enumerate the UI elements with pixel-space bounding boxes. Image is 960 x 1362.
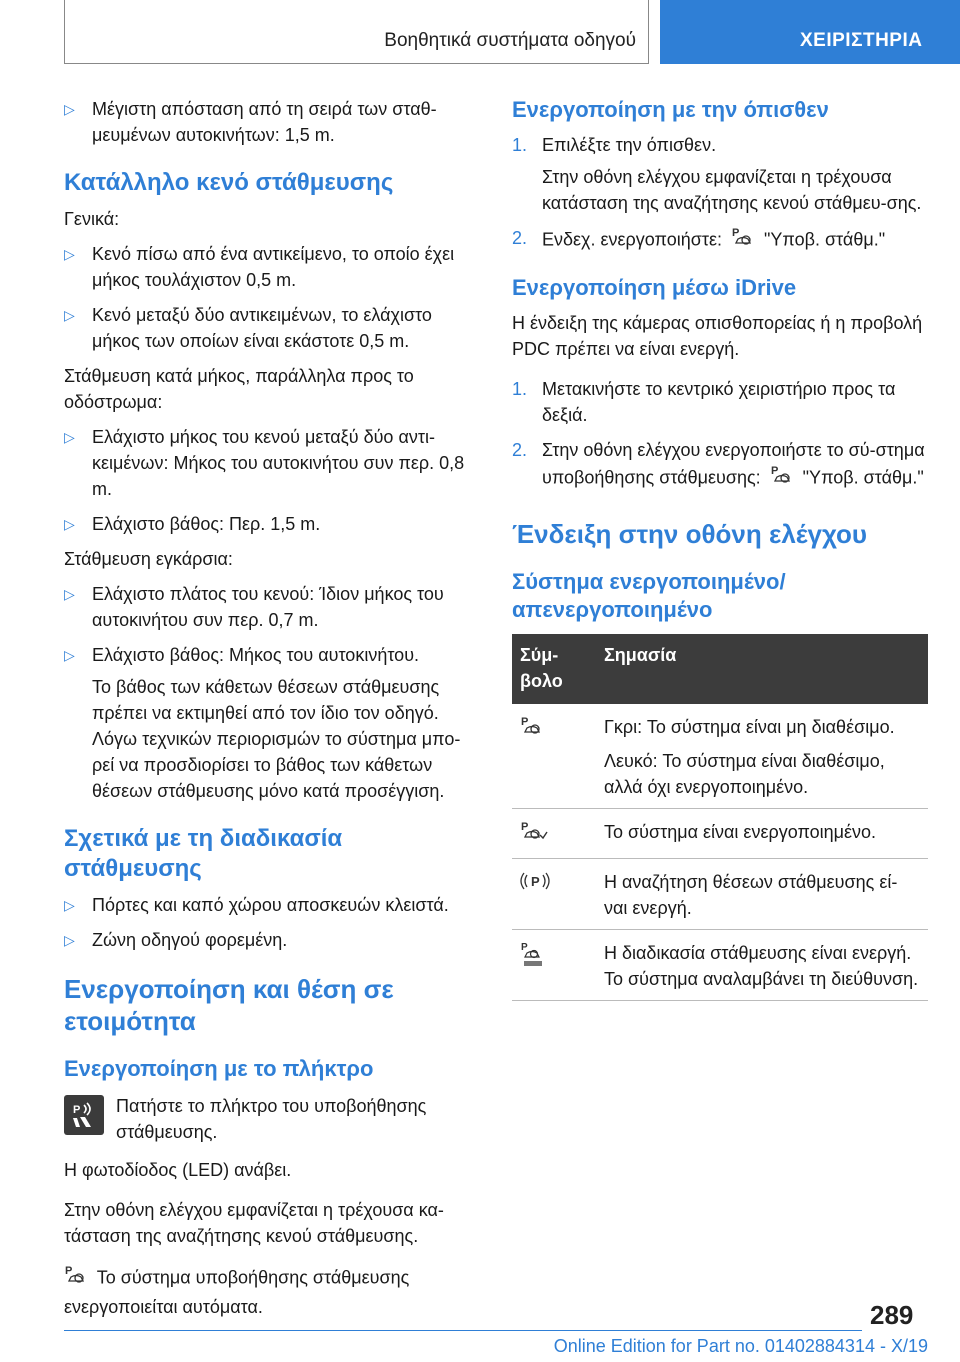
meaning-text: Η αναζήτηση θέσεων στάθμευσης εί‐ναι ενεργή. xyxy=(604,872,898,918)
step-text: Επιλέξτε την όπισθεν. xyxy=(542,135,717,155)
table-cell-meaning xyxy=(596,930,928,1001)
paragraph: Η φωτοδίοδος (LED) ανάβει. xyxy=(64,1160,292,1180)
bullet-item: ▷ Κενό πίσω από ένα αντικείμενο, το οποίο έχει μήκος τουλάχιστον 0,5 m. xyxy=(64,241,480,293)
table-header-symbol: Σύμ‐βολο xyxy=(512,634,596,704)
step-number: 2. xyxy=(512,228,528,248)
step-number: 1. xyxy=(512,135,528,155)
table-cell-meaning xyxy=(596,809,928,859)
heading-system-status: Σύστημα ενεργοποιημένο/ απενεργοποιημένο xyxy=(512,569,786,622)
bullet-item: ▷ Ελάχιστο πλάτος του κενού: Ίδιον μήκος του αυτοκινήτου συν περ. 0,7 m. xyxy=(64,581,480,633)
heading-activation-idrive: Ενεργοποίηση μέσω iDrive xyxy=(512,275,797,300)
step-continuation: Στην οθόνη ελέγχου εμφανίζεται η τρέχουσα κατάσταση της αναζήτησης κενού στάθμευ‐σης. xyxy=(542,167,922,213)
paragraph: Η ένδειξη της κάμερας οπισθοπορείας ή η προβολή PDC πρέπει να είναι ενεργή. xyxy=(512,313,923,359)
parking-auto-icon xyxy=(520,942,548,972)
step-item xyxy=(512,437,928,494)
step-item xyxy=(512,132,928,158)
step-text: Ενδεχ. ενεργοποιήστε: xyxy=(542,229,722,250)
step-text: Μετακινήστε το κεντρικό χειριστήριο προς τα δεξιά. xyxy=(542,379,896,425)
table-row xyxy=(512,930,928,1001)
svg-text:P: P xyxy=(521,716,529,728)
parking-assist-icon xyxy=(770,463,794,494)
table-cell-meaning xyxy=(596,859,928,930)
bullet-item: ▷ Ελάχιστο μήκος του κενού μεταξύ δύο αντι‐κειμένων: Μήκος του αυτοκινήτου συν περ. 0,8 m. xyxy=(64,424,480,502)
symbol-table xyxy=(512,634,928,1001)
bullet-item: ▷ Κενό μεταξύ δύο αντικειμένων, το ελάχιστο μήκος των οποίων είναι εκάστοτε 0,5 m. xyxy=(64,302,480,354)
left-column xyxy=(64,96,480,1329)
section-title: Βοηθητικά συστήματα οδηγού xyxy=(384,30,636,51)
bullet-item: ▷ Μέγιστη απόσταση από τη σειρά των σταθ‐μευμένων αυτοκινήτων: 1,5 m. xyxy=(64,96,480,148)
paragraph: Στάθμευση εγκάρσια: xyxy=(64,549,233,569)
edition-label: Online Edition for Part no. 01402884314 - X/19 xyxy=(553,1336,928,1356)
step-text: Στην οθόνη ελέγχου ενεργοποιήστε το σύ‐στημα υποβοήθησης στάθμευσης: xyxy=(542,440,925,488)
bullet-item: ▷ Πόρτες και καπό χώρου αποσκευών κλειστά. xyxy=(64,892,480,918)
svg-text:P: P xyxy=(770,465,778,477)
parking-assist-button-icon xyxy=(64,1095,104,1135)
chapter-tab: ΧΕΙΡΙΣΤΗΡΙΑ xyxy=(660,0,960,64)
table-cell-symbol xyxy=(512,859,596,930)
footer-edition xyxy=(64,1336,928,1357)
heading-activation-button: Ενεργοποίηση με το πλήκτρο xyxy=(64,1056,374,1081)
heading-suitable-space: Κατάλληλο κενό στάθμευσης xyxy=(64,169,394,196)
svg-text:P: P xyxy=(732,227,740,239)
heading-activation: Ενεργοποίηση και θέση σε ετοιμότητα xyxy=(64,974,394,1036)
step-item xyxy=(512,376,928,428)
table-cell-meaning xyxy=(596,704,928,809)
bullet-item: ▷ Ελάχιστο βάθος: Μήκος του αυτοκινήτου. xyxy=(64,642,480,668)
paragraph: Στην οθόνη ελέγχου εμφανίζεται η τρέχουσα κα‐τάσταση της αναζήτησης κενού στάθμευσης. xyxy=(64,1200,444,1246)
table-row xyxy=(512,809,928,859)
table-row xyxy=(512,859,928,930)
parking-assist-active-icon xyxy=(520,821,548,847)
auto-activation-label: Το σύστημα υποβοήθησης στάθμευσης ενεργοποιείται αυτόματα. xyxy=(64,1267,410,1317)
heading-activation-reverse: Ενεργοποίηση με την όπισθεν xyxy=(512,97,829,122)
table-cell-symbol xyxy=(512,704,596,809)
svg-text:P: P xyxy=(65,1265,73,1277)
bullet-continuation: Το βάθος των κάθετων θέσεων στάθμευσης πρέπει να εκτιμηθεί από τον ίδιο τον οδηγό. Λόγω τεχνικών περιορισμών το σύστημα μπο‐ρεί να προσδιορίσει το βάθος των κάθετων θέσεων στάθμευσης μόνο κατά προσέγγιση. xyxy=(92,677,461,801)
table-cell-symbol xyxy=(512,809,596,859)
svg-text:P: P xyxy=(521,821,529,833)
footer-divider xyxy=(64,1330,862,1331)
parking-assist-grey-icon xyxy=(520,716,546,742)
svg-text:P: P xyxy=(73,1104,81,1116)
bullet-item: ▷ Ελάχιστο βάθος: Περ. 1,5 m. xyxy=(64,511,480,537)
meaning-text: Η διαδικασία στάθμευσης είναι ενεργή. Το σύστημα αναλαμβάνει τη διεύθυνση. xyxy=(604,943,919,989)
table-row xyxy=(512,704,928,809)
press-button-text: Πατήστε το πλήκτρο του υποβοήθησης στάθμευσης. xyxy=(116,1096,427,1142)
heading-parking-procedure: Σχετικά με τη διαδικασία στάθμευσης xyxy=(64,825,343,882)
button-instruction xyxy=(64,1093,480,1145)
table-header-meaning: Σημασία xyxy=(596,634,928,704)
meaning-text: Το σύστημα είναι ενεργοποιημένο. xyxy=(604,822,877,842)
menu-item-label: "Υποβ. στάθμ." xyxy=(802,467,924,488)
menu-item-label: "Υποβ. στάθμ." xyxy=(764,229,886,250)
paragraph: Στάθμευση κατά μήκος, παράλληλα προς το οδόστρωμα: xyxy=(64,366,414,412)
parking-search-icon xyxy=(520,874,554,897)
paragraph: Γενικά: xyxy=(64,209,120,229)
table-header-row xyxy=(512,634,928,704)
parking-assist-icon xyxy=(731,225,755,256)
step-number: 1. xyxy=(512,379,528,399)
svg-text:P: P xyxy=(531,874,540,889)
table-cell-symbol xyxy=(512,930,596,1001)
right-column xyxy=(512,96,928,1001)
meaning-text: Λευκό: Το σύστημα είναι διαθέσιμο, αλλά όχι ενεργοποιημένο. xyxy=(604,751,885,797)
heading-control-display: Ένδειξη στην οθόνη ελέγχου xyxy=(512,519,868,549)
svg-text:P: P xyxy=(521,942,528,953)
parking-assist-icon xyxy=(64,1263,88,1294)
meaning-text: Γκρι: Το σύστημα είναι μη διαθέσιμο. xyxy=(604,717,895,737)
bullet-item: ▷ Ζώνη οδηγού φορεμένη. xyxy=(64,927,480,953)
auto-activation-text xyxy=(64,1263,480,1320)
step-number: 2. xyxy=(512,440,528,460)
step-item xyxy=(512,225,928,256)
page-number: 289 xyxy=(870,1300,914,1330)
